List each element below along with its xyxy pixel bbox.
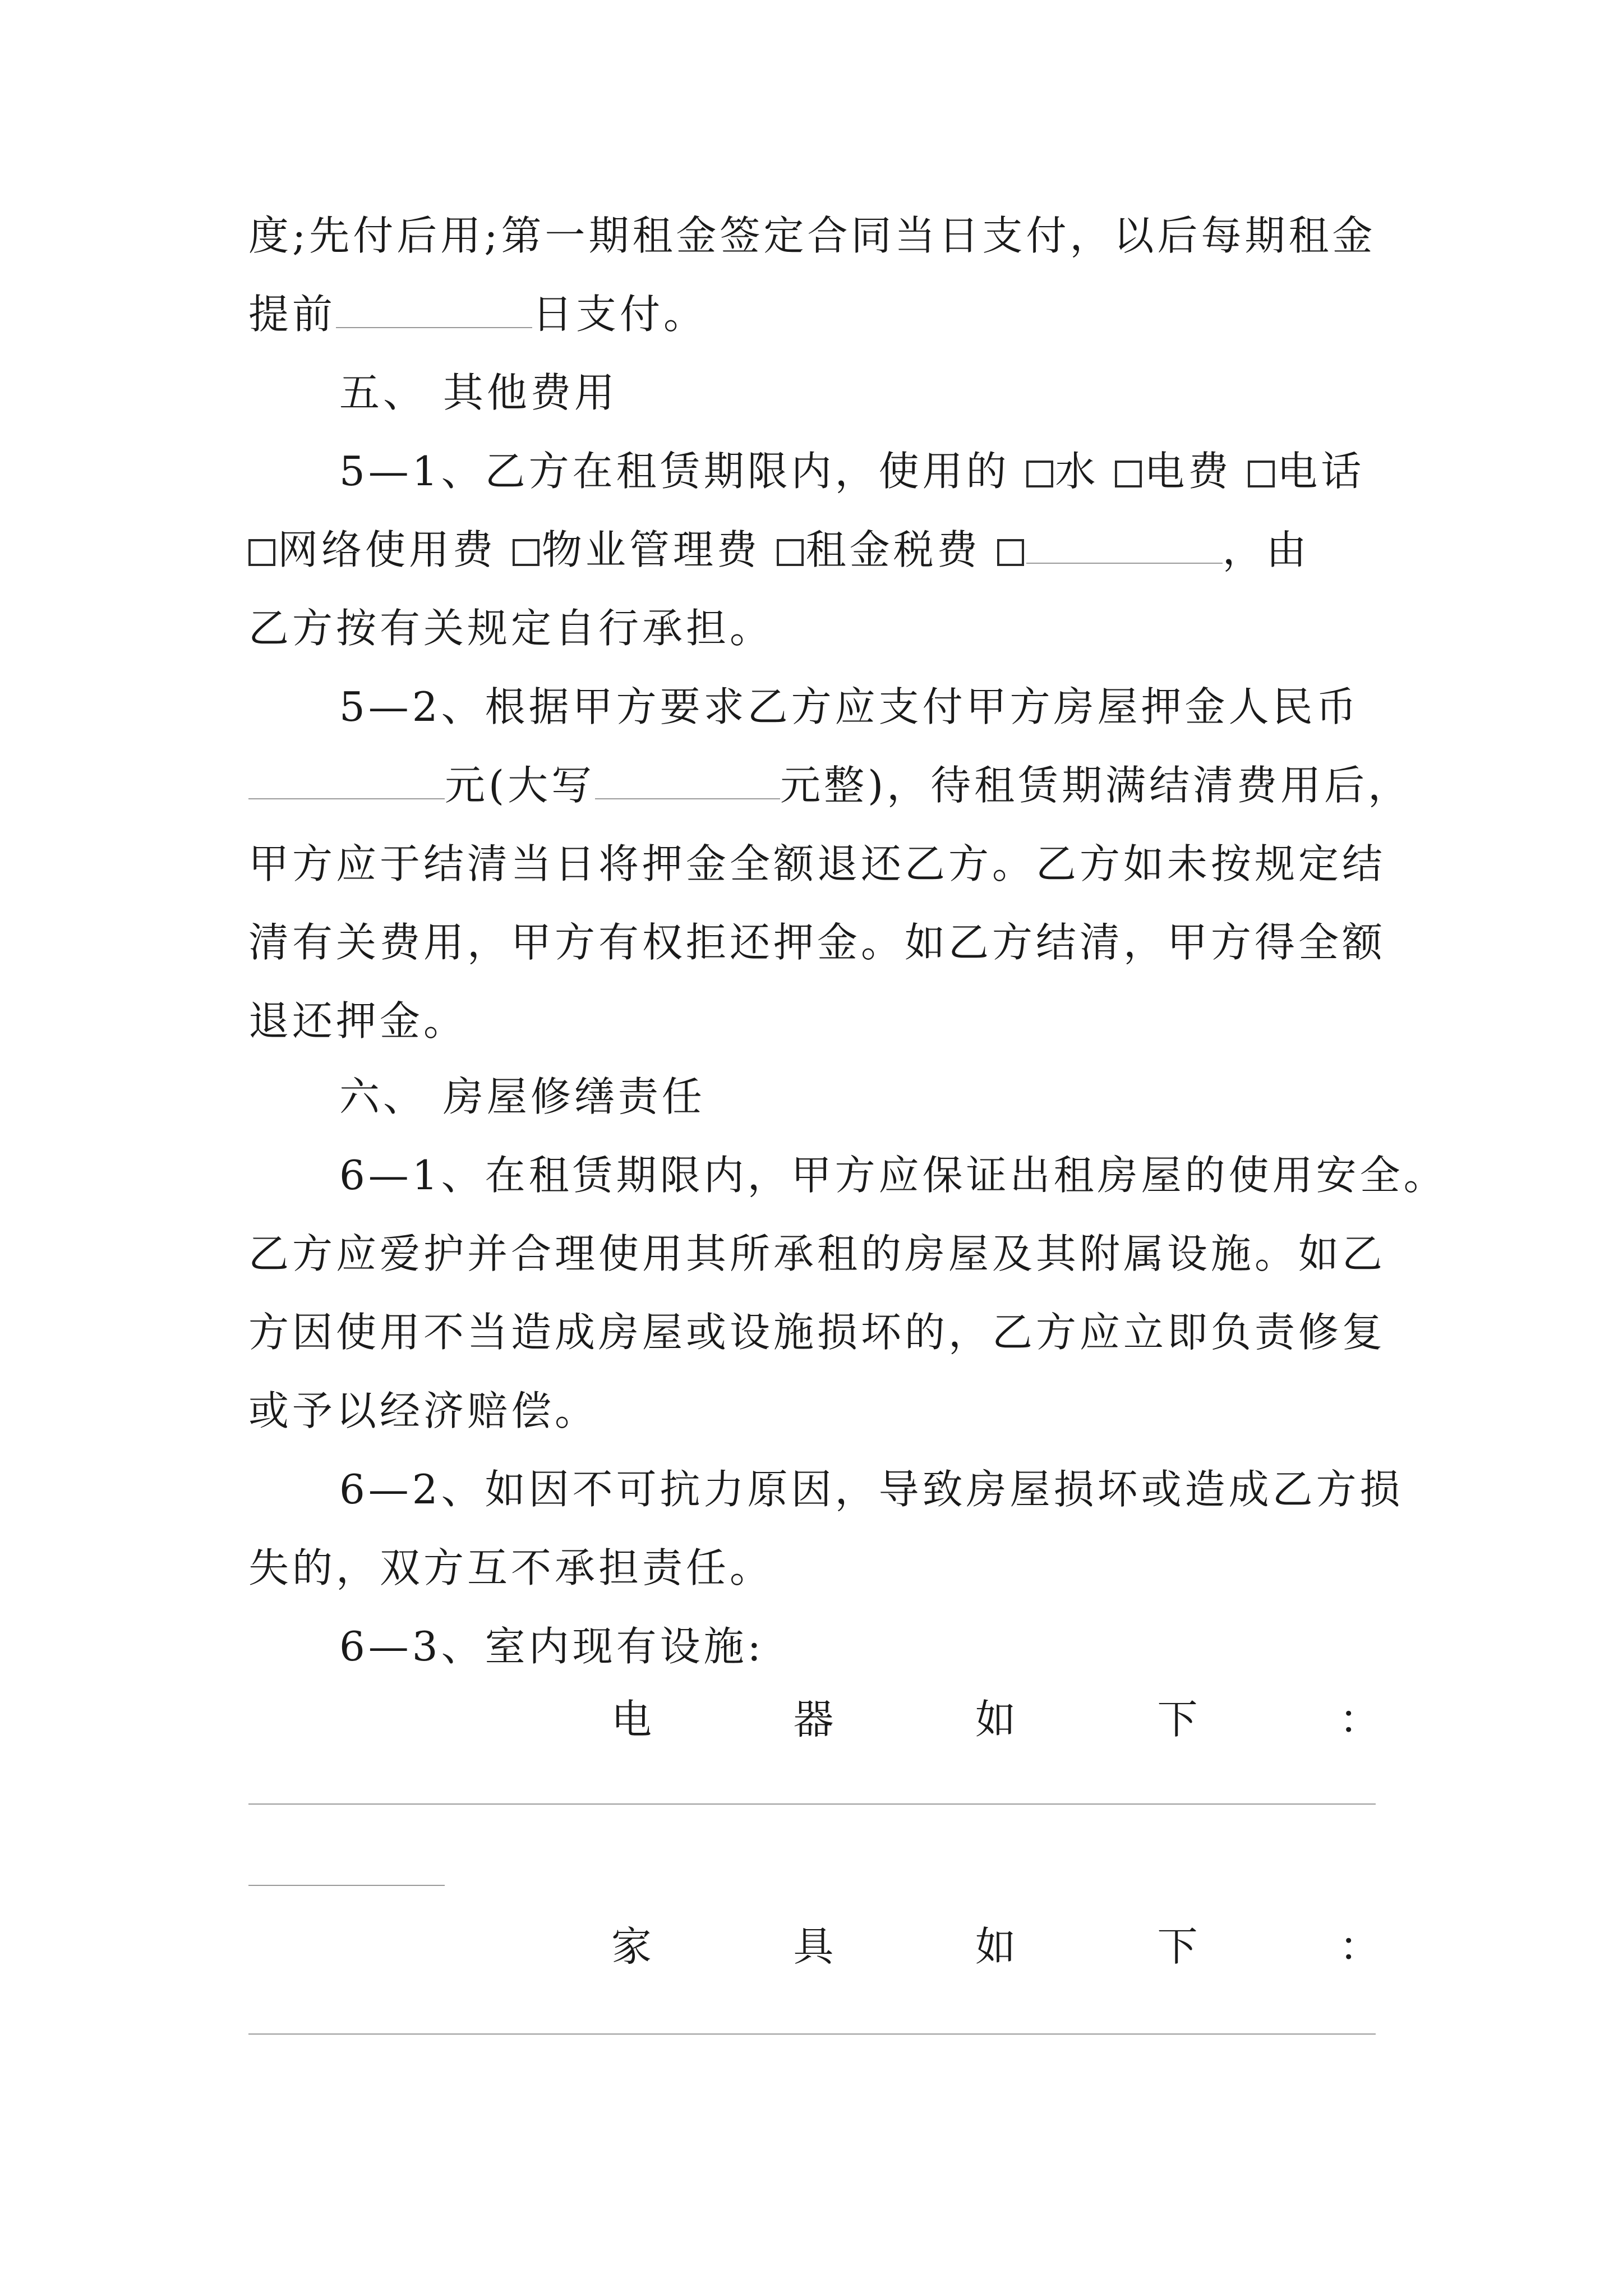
clause-5-1-line2-end: ，由 [1222, 526, 1310, 573]
p1-line2-start: 提前 [248, 291, 336, 338]
section6-heading: 六、 房屋修缮责任 [339, 1073, 706, 1120]
clause-5-2-line2-b: 元整)，待租赁期满结清费用后， [780, 762, 1412, 809]
tax-label: 租金税费 [805, 526, 997, 573]
furniture-label [611, 1918, 1380, 1975]
electric-checkbox[interactable] [1115, 461, 1142, 487]
clause-5-2-line1: 5—2、根据甲方要求乙方应支付甲方房屋押金人民币 [339, 683, 1360, 730]
clause-6-1-line4: 或予以经济赔偿。 [248, 1387, 599, 1434]
water-label: 水 [1055, 448, 1115, 495]
appliances-char: 如 [975, 1696, 1016, 1743]
furniture-char: 家 [611, 1923, 652, 1970]
deposit-words-blank [595, 759, 780, 799]
property-checkbox[interactable] [513, 539, 540, 566]
clause-6-2-line1: 6—2、如因不可抗力原因，导致房屋损坏或造成乙方损 [339, 1466, 1404, 1513]
property-label: 物业管理费 [541, 526, 777, 573]
appliances-blank-line1 [248, 1803, 1376, 1805]
water-checkbox[interactable] [1026, 461, 1053, 487]
p1-line2-end: 日支付。 [532, 291, 708, 338]
clause-5-2-line2 [248, 757, 1412, 813]
electric-label: 电费 [1144, 448, 1248, 495]
clause-5-1-text: 5—1、乙方在租赁期限内，使用的 [339, 448, 1026, 495]
furniture-char: 如 [975, 1923, 1016, 1970]
clause-6-1-line3: 方因使用不当造成房屋或设施损坏的，乙方应立即负责修复 [248, 1309, 1386, 1356]
clause-6-1-line1: 6—1、在租赁期限内，甲方应保证出租房屋的使用安全。 [339, 1152, 1447, 1199]
appliances-char: 下 [1157, 1696, 1198, 1743]
section5-heading: 五、 其他费用 [339, 369, 618, 416]
appliances-char: 器 [793, 1696, 834, 1743]
deposit-amount-blank [248, 759, 445, 799]
appliances-label [611, 1691, 1380, 1747]
clause-6-3-line1: 6—3、室内现有设施: [339, 1623, 764, 1670]
furniture-blank-line1 [248, 2033, 1376, 2035]
clause-5-2-line2-a: 元(大写 [445, 762, 596, 809]
clause-5-1-line1 [339, 443, 1478, 499]
appliances-blank-line2 [248, 1885, 445, 1886]
appliances-char: 电 [611, 1696, 652, 1743]
phone-checkbox[interactable] [1248, 461, 1275, 487]
other-fee-blank [1026, 523, 1223, 564]
clause-5-2-line3: 甲方应于结清当日将押金全额退还乙方。乙方如未按规定结 [248, 840, 1386, 887]
clause-5-2-line4: 清有关费用，甲方有权拒还押金。如乙方结清，甲方得全额 [248, 919, 1386, 966]
other-checkbox[interactable] [997, 539, 1024, 566]
tax-checkbox[interactable] [777, 539, 804, 566]
clause-5-2-line5: 退还押金。 [248, 997, 468, 1045]
p1-line1: 度;先付后用;第一期租金签定合同当日支付，以后每期租金 [248, 212, 1376, 259]
days-blank [336, 288, 532, 328]
clause-5-1-line3: 乙方按有关规定自行承担。 [248, 605, 774, 652]
network-checkbox[interactable] [248, 539, 275, 566]
appliances-char: ： [1339, 1696, 1380, 1743]
furniture-char: ： [1339, 1923, 1380, 1970]
furniture-char: 具 [793, 1923, 834, 1970]
network-label: 网络使用费 [278, 526, 513, 573]
p1-line2 [248, 286, 1387, 342]
clause-5-1-line2 [248, 522, 1387, 578]
clause-6-2-line2: 失的，双方互不承担责任。 [248, 1544, 774, 1591]
clause-6-1-line2: 乙方应爱护并合理使用其所承租的房屋及其附属设施。如乙 [248, 1230, 1386, 1277]
furniture-char: 下 [1157, 1923, 1198, 1970]
phone-label: 电话 [1277, 448, 1365, 495]
